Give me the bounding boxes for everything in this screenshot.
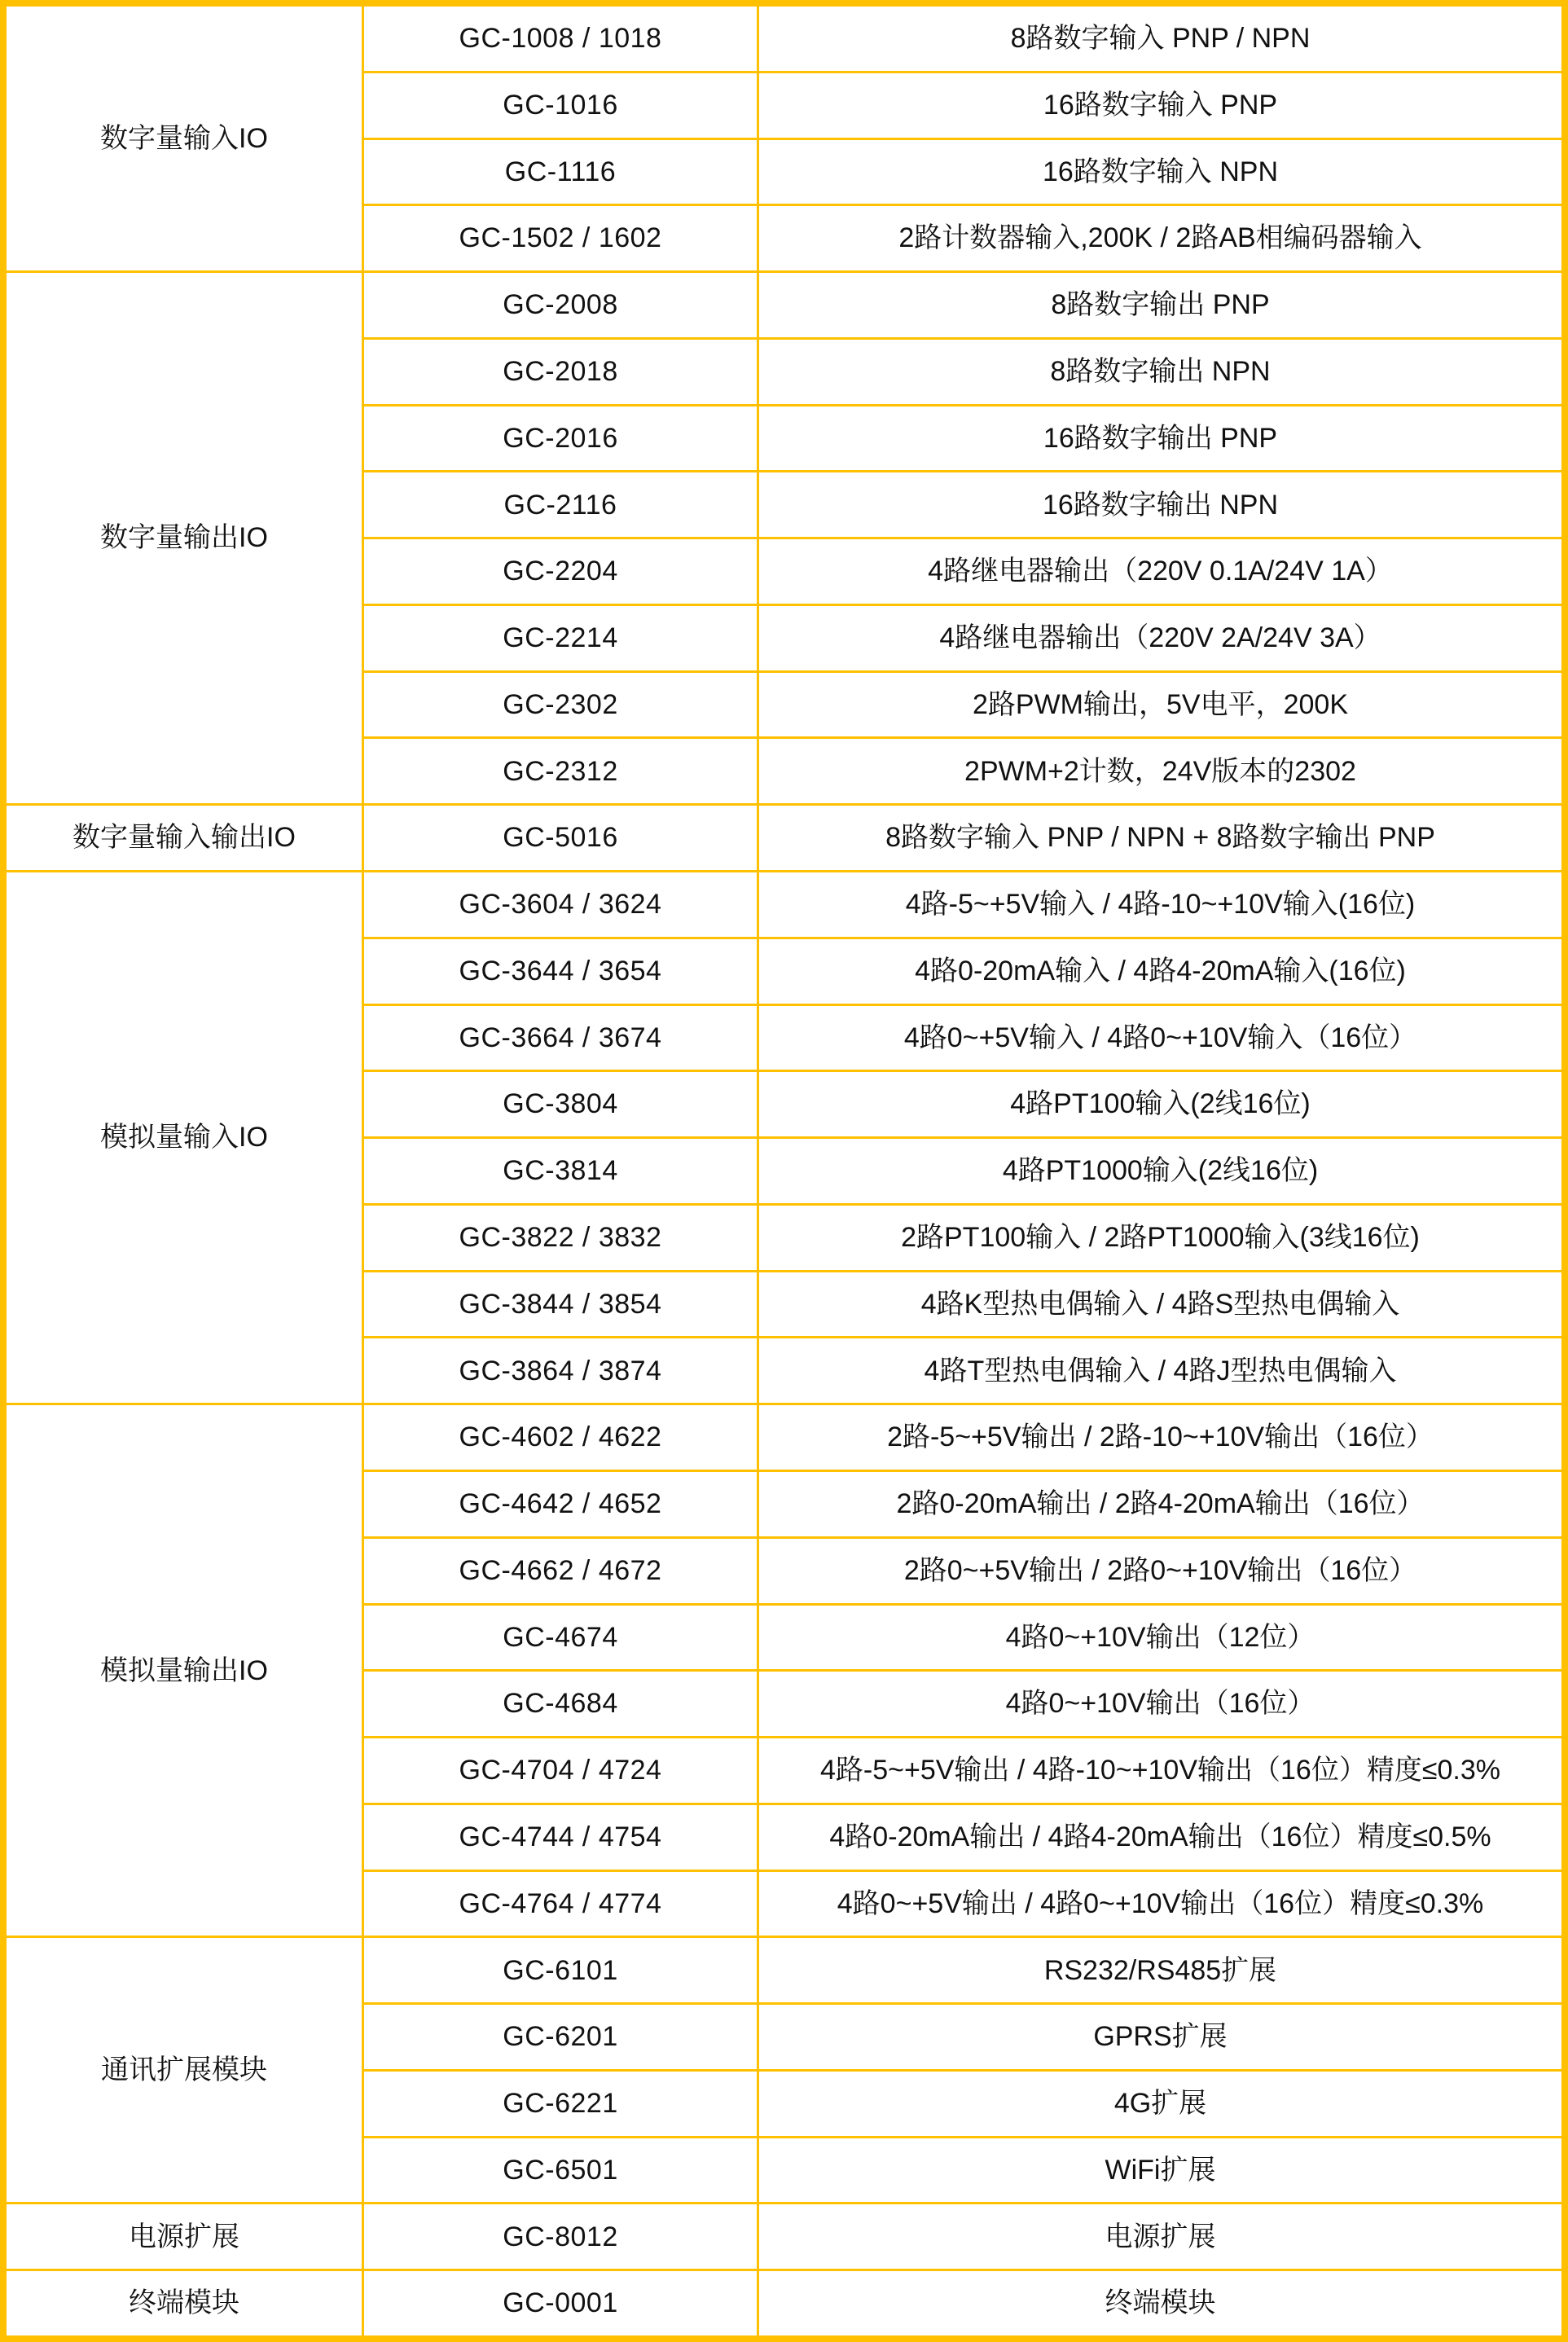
description-cell: 4路-5~+5V输出 / 4路-10~+10V输出（16位）精度≤0.3% [759, 1738, 1561, 1803]
description-cell: 2路PT100输入 / 2路PT1000输入(3线16位) [759, 1206, 1561, 1270]
category-cell: 终端模块 [7, 2271, 362, 2335]
description-cell: 2路计数器输入,200K / 2路AB相编码器输入 [759, 206, 1561, 270]
description-cell: 2路-5~+5V输出 / 2路-10~+10V输出（16位） [759, 1405, 1561, 1470]
category-cell: 数字量输入输出IO [7, 806, 362, 870]
description-cell: 2PWM+2计数，24V版本的2302 [759, 739, 1561, 803]
model-cell: GC-1008 / 1018 [364, 7, 757, 71]
description-cell: 4路-5~+5V输入 / 4路-10~+10V输入(16位) [759, 872, 1561, 937]
model-cell: GC-4662 / 4672 [364, 1539, 757, 1603]
description-cell: 4路0-20mA输入 / 4路4-20mA输入(16位) [759, 939, 1561, 1004]
description-cell: 4路K型热电偶输入 / 4路S型热电偶输入 [759, 1272, 1561, 1337]
description-cell: 8路数字输入 PNP / NPN + 8路数字输出 PNP [759, 806, 1561, 870]
description-cell: 4路T型热电偶输入 / 4路J型热电偶输入 [759, 1338, 1561, 1403]
description-cell: 4路PT1000输入(2线16位) [759, 1139, 1561, 1203]
description-cell: RS232/RS485扩展 [759, 1938, 1561, 2002]
model-cell: GC-3864 / 3874 [364, 1338, 757, 1403]
description-cell: GPRS扩展 [759, 2005, 1561, 2069]
description-cell: 16路数字输出 NPN [759, 472, 1561, 537]
model-cell: GC-6501 [364, 2138, 757, 2203]
category-cell: 模拟量输入IO [7, 872, 362, 1403]
category-cell: 电源扩展 [7, 2204, 362, 2269]
description-cell: 终端模块 [759, 2271, 1561, 2335]
model-cell: GC-4704 / 4724 [364, 1738, 757, 1803]
model-cell: GC-2302 [364, 673, 757, 737]
description-cell: 4路0~+10V输出（16位） [759, 1672, 1561, 1736]
model-cell: GC-2018 [364, 340, 757, 404]
model-cell: GC-0001 [364, 2271, 757, 2335]
model-cell: GC-3844 / 3854 [364, 1272, 757, 1337]
model-cell: GC-6201 [364, 2005, 757, 2069]
model-cell: GC-4684 [364, 1672, 757, 1736]
model-cell: GC-6101 [364, 1938, 757, 2002]
description-cell: 4路0-20mA输出 / 4路4-20mA输出（16位）精度≤0.5% [759, 1805, 1561, 1870]
model-cell: GC-1116 [364, 140, 757, 204]
description-cell: WiFi扩展 [759, 2138, 1561, 2203]
description-cell: 8路数字输出 PNP [759, 273, 1561, 337]
model-cell: GC-4674 [364, 1606, 757, 1670]
description-cell: 4路0~+10V输出（12位） [759, 1606, 1561, 1670]
model-cell: GC-4764 / 4774 [364, 1872, 757, 1936]
model-cell: GC-2016 [364, 406, 757, 471]
model-cell: GC-3644 / 3654 [364, 939, 757, 1004]
description-cell: 4路0~+5V输出 / 4路0~+10V输出（16位）精度≤0.3% [759, 1872, 1561, 1936]
model-cell: GC-1016 [364, 73, 757, 138]
model-cell: GC-2214 [364, 606, 757, 670]
description-cell: 4路继电器输出（220V 0.1A/24V 1A） [759, 539, 1561, 604]
description-cell: 4路PT100输入(2线16位) [759, 1072, 1561, 1136]
model-cell: GC-5016 [364, 806, 757, 870]
description-cell: 4路继电器输出（220V 2A/24V 3A） [759, 606, 1561, 670]
description-cell: 电源扩展 [759, 2204, 1561, 2269]
table-grid [7, 7, 1561, 2335]
description-cell: 16路数字输入 PNP [759, 73, 1561, 138]
model-cell: GC-8012 [364, 2204, 757, 2269]
description-cell: 4路0~+5V输入 / 4路0~+10V输入（16位） [759, 1006, 1561, 1070]
model-cell: GC-4602 / 4622 [364, 1405, 757, 1470]
model-cell: GC-4744 / 4754 [364, 1805, 757, 1870]
model-cell: GC-2312 [364, 739, 757, 803]
description-cell: 8路数字输入 PNP / NPN [759, 7, 1561, 71]
description-cell: 2路0~+5V输出 / 2路0~+10V输出（16位） [759, 1539, 1561, 1603]
description-cell: 2路0-20mA输出 / 2路4-20mA输出（16位） [759, 1472, 1561, 1536]
model-cell: GC-3604 / 3624 [364, 872, 757, 937]
description-cell: 2路PWM输出，5V电平，200K [759, 673, 1561, 737]
description-cell: 4G扩展 [759, 2072, 1561, 2136]
category-cell: 通讯扩展模块 [7, 1938, 362, 2202]
category-cell: 数字量输入IO [7, 7, 362, 270]
model-cell: GC-6221 [364, 2072, 757, 2136]
model-cell: GC-2204 [364, 539, 757, 604]
model-cell: GC-3804 [364, 1072, 757, 1136]
model-cell: GC-4642 / 4652 [364, 1472, 757, 1536]
model-cell: GC-2008 [364, 273, 757, 337]
category-cell: 模拟量输出IO [7, 1405, 362, 1936]
model-cell: GC-3822 / 3832 [364, 1206, 757, 1270]
model-cell: GC-2116 [364, 472, 757, 537]
category-cell: 数字量输出IO [7, 273, 362, 803]
model-cell: GC-3814 [364, 1139, 757, 1203]
description-cell: 16路数字输入 NPN [759, 140, 1561, 204]
description-cell: 8路数字输出 NPN [759, 340, 1561, 404]
description-cell: 16路数字输出 PNP [759, 406, 1561, 471]
model-cell: GC-1502 / 1602 [364, 206, 757, 270]
model-cell: GC-3664 / 3674 [364, 1006, 757, 1070]
